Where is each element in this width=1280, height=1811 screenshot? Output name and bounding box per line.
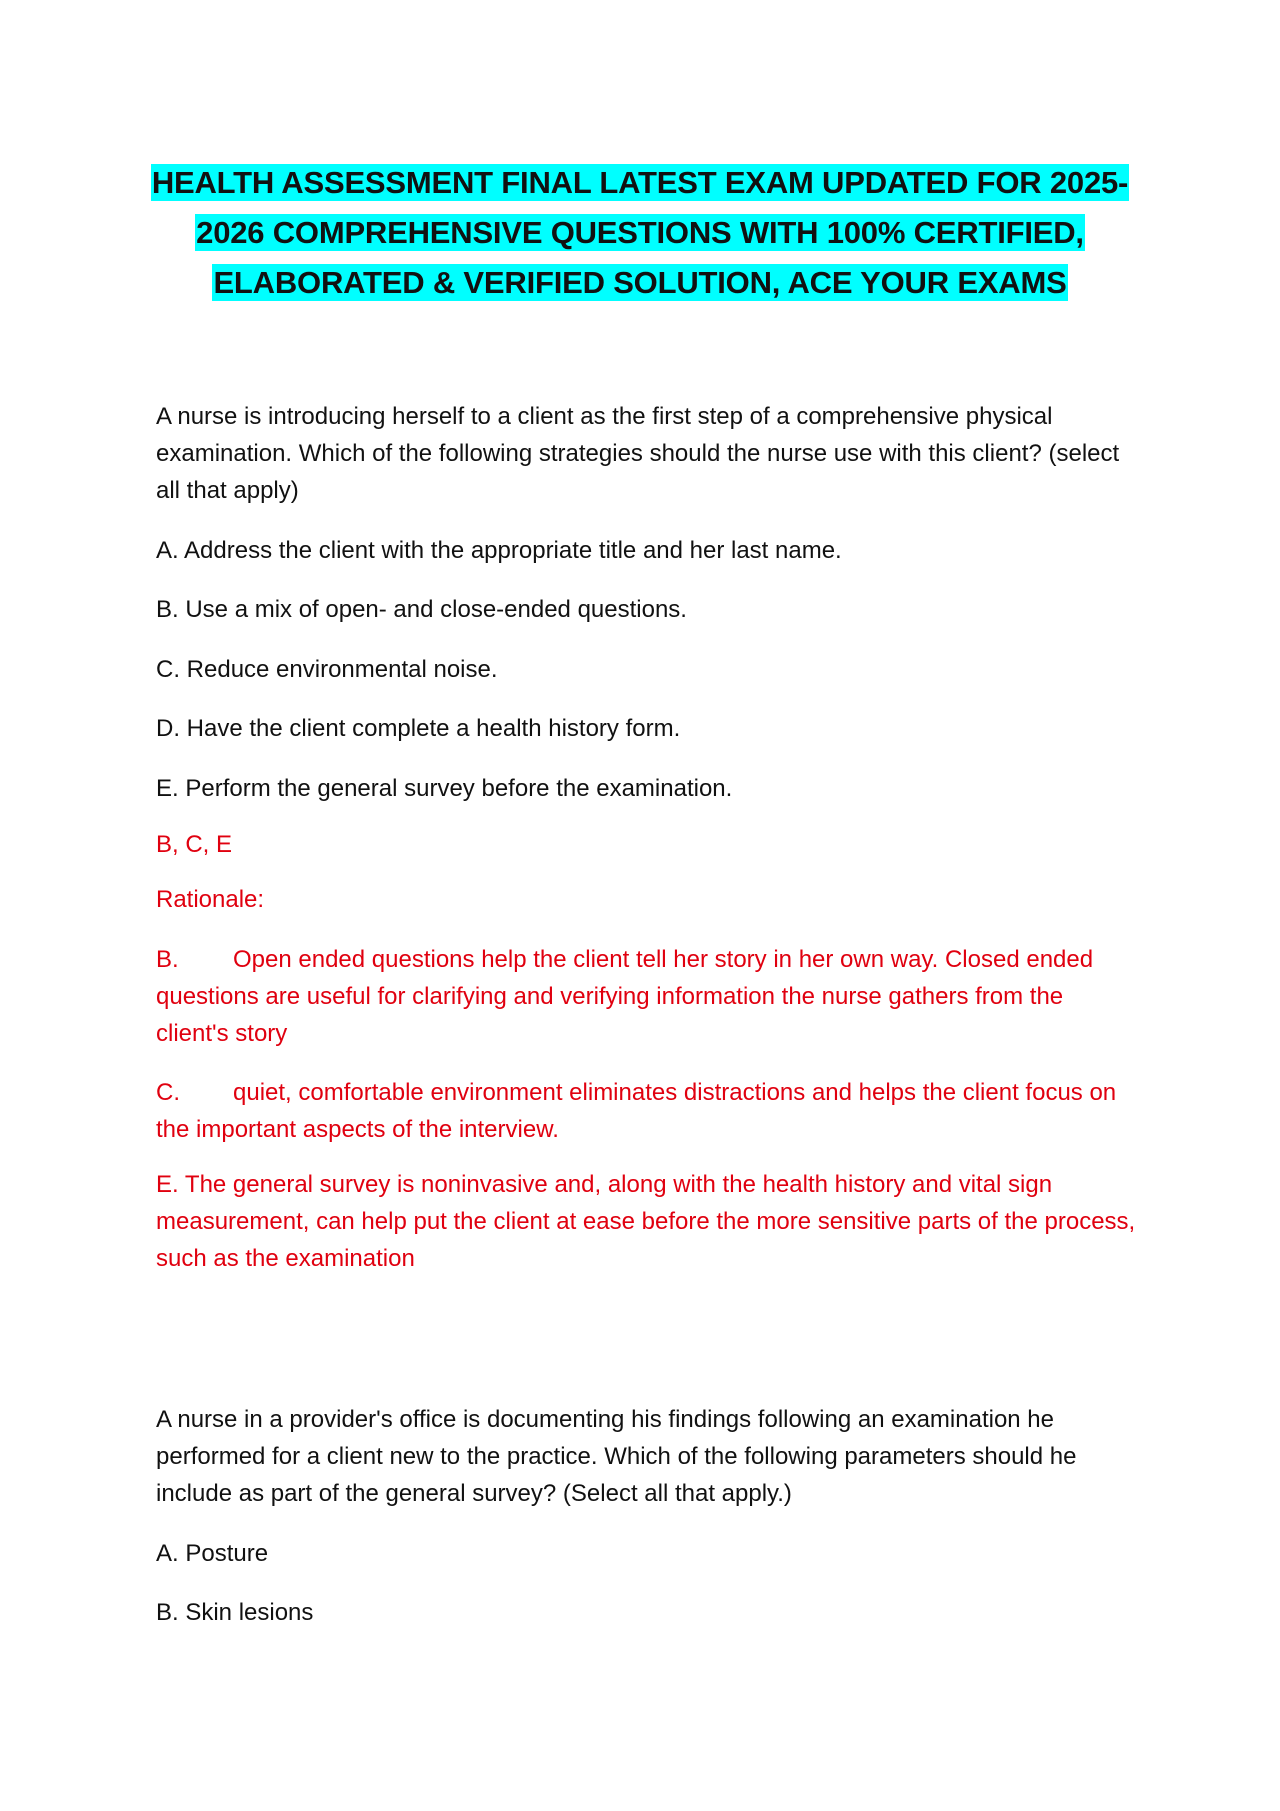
rationale-item-label: B. [156, 946, 179, 973]
document-title [140, 158, 1140, 308]
rationale-item-text: Open ended questions help the client tell her story in her own way. Closed ended questions are useful for clarifying and verifying information the nurse gathers from the client's story [156, 946, 1094, 1047]
question-1-stem: A nurse is introducing herself to a client as the first step of a comprehensive physical examination. Which of the following strategies should the nurse use with this client? (select all that apply) [156, 403, 1120, 504]
question-1-option-d: D. Have the client complete a health history form. [156, 715, 681, 742]
question-1-answer: B, C, E [156, 831, 233, 858]
question-2-option-b: B. Skin lesions [156, 1599, 314, 1626]
rationale-item-text: quiet, comfortable environment eliminates distractions and helps the client focus on the important aspects of the interview. [156, 1079, 1117, 1143]
rationale-item-c [156, 1074, 1136, 1148]
rationale-item-b [156, 941, 1136, 1052]
question-1-option-c: C. Reduce environmental noise. [156, 656, 498, 683]
rationale-item-e: E. The general survey is noninvasive and, along with the health history and vital sign measurement, can help put the client at ease before the more sensitive parts of the process, such as the examination [156, 1171, 1136, 1272]
document-title-text: HEALTH ASSESSMENT FINAL LATEST EXAM UPDATED FOR 2025-2026 COMPREHENSIVE QUESTIONS WITH 100% CERTIFIED, ELABORATED & VERIFIED SOLUTION, ACE YOUR EXAMS [151, 165, 1129, 300]
question-2-stem: A nurse in a provider's office is documenting his findings following an examination he performed for a client new to the practice. Which of the following parameters should he include as part of the general survey? (Select all that apply.) [156, 1406, 1077, 1507]
question-1-option-a: A. Address the client with the appropriate title and her last name. [156, 537, 842, 564]
rationale-heading: Rationale: [156, 886, 265, 913]
question-1-option-b: B. Use a mix of open- and close-ended questions. [156, 596, 687, 623]
question-2-option-a: A. Posture [156, 1540, 269, 1567]
rationale-item-label: C. [156, 1079, 180, 1106]
question-1-option-e: E. Perform the general survey before the examination. [156, 775, 733, 802]
